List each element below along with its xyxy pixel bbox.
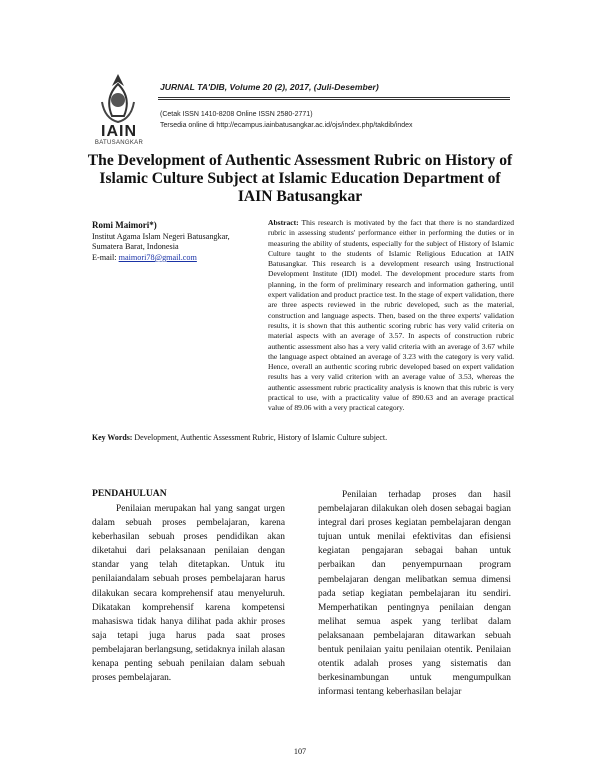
abstract-text: This research is motivated by the fact that there is no standardized rubric in assessing students' performance either in performing the duties or in measuring the ability of students, especially for the subject of History of Islamic Culture taught to the students of Islamic Religious Education at IAIN Batusangkar. This research is a development research using Instructional Development Institute (IDI) model. The development procedure starts from planning, in the form of preliminary research and information gathering, until expert validation and product practice test. In the stage of expert validation, there are three aspects reviewed in the rubric developed, such as the material, construction and language aspects. Then, based on the three experts' validation results, it is shown that this authentic scoring rubric has very valid criteria on material aspects with an average of 3.57. In aspects of construction rubric authentic assessment also has a very valid criteria with an average of 3.67 while the language aspect obtained an average of 3.23 with the category is very valid. Hence, overall an authentic scoring rubric developed based on expert validation results has a very valid criterion with an average value of 3.53, whereas the authentic assessment rubric practicality analysis is known that this rubric is very practical to use, with a practicality value of 890.63 and an average practical value of 89.06 with a very practical category. bbox=[268, 218, 514, 413]
logo-subtext: BATUSANGKAR bbox=[94, 140, 144, 146]
body-column-left bbox=[92, 502, 285, 685]
author-affiliation-1: Institut Agama Islam Negeri Batusangkar, bbox=[92, 231, 230, 241]
body-paragraph-1: Penilaian merupakan hal yang sangat urgen dalam sebuah proses pembelajaran, karena keberhasilan sebuah proses pendidikan akan diketahui dari pelaksanaan penilaian dengan standar yang telah ditetapkan. Untuk itu penilaiandalam sebuah proses pembelajaran harus dilakukan secara komprehensif atau menyeluruh. Dikatakan komprehensif karena kompetensi mahasiswa tidak hanya dilihat pada akhir proses saja tetapi juga harus pada saat proses pembelajaran berlangsung, setidaknya inilah alasan kenapa penting sebuah penilaian dalam sebuah proses pembelajaran. bbox=[92, 504, 285, 684]
header-divider bbox=[158, 97, 510, 98]
body-column-right bbox=[318, 488, 511, 699]
author-name: Romi Maimori*) bbox=[92, 220, 157, 230]
author-affiliation-2: Sumatera Barat, Indonesia bbox=[92, 242, 179, 252]
page-number: 107 bbox=[293, 747, 307, 756]
journal-online: Tersedia online di http://ecampus.iainbatusangkar.ac.id/ojs/index.php/takdib/index bbox=[160, 122, 413, 129]
title-line-2: Islamic Culture Subject at Islamic Education Department of bbox=[99, 170, 501, 188]
body-paragraph-2: Penilaian terhadap proses dan hasil pembelajaran dilakukan oleh dosen sebagai bagian integral dari proses kegiatan pembelajaran dengan tujuan untuk menilai efektivitas dan efisiensi kegiatan pengajaran sebagai bahan untuk perbaikan dan penyempurnaan program pembelajaran dengan melibatkan semua dimensi pada setiap kegiatan pembelajaran itu sendiri. Memperhatikan pentingnya penilaian dengan melihat semua aspek yang terlibat dalam pelaksanaan pembelajaran ditawarkan sebuah bentuk penilaian yaitu penilaian otentik. Penilaian otentik adalah proses yang sistematis dan berkesinambungan untuk mengumpulkan informasi tentang keberhasilan belajar bbox=[318, 490, 511, 698]
paper-title bbox=[80, 152, 520, 207]
title-line-1: The Development of Authentic Assessment Rubric on History of bbox=[87, 152, 513, 169]
title-line-3: IAIN Batusangkar bbox=[237, 188, 363, 206]
section-heading: PENDAHULUAN bbox=[92, 488, 167, 499]
author-email-link[interactable]: maimori78@gmail.com bbox=[118, 252, 197, 262]
abstract-label: Abstract: bbox=[268, 218, 299, 227]
keywords bbox=[92, 433, 522, 443]
header-divider-2 bbox=[158, 99, 510, 100]
keywords-text: Development, Authentic Assessment Rubric, History of Islamic Culture subject. bbox=[132, 433, 388, 442]
journal-title: JURNAL TA'DIB, Volume 20 (2), 2017, (Juli-Desember) bbox=[160, 82, 379, 92]
abstract bbox=[268, 218, 514, 414]
author-block bbox=[92, 220, 272, 263]
logo-text: IAIN bbox=[101, 123, 137, 140]
journal-issn: (Cetak ISSN 1410-8208 Online ISSN 2580-2771) bbox=[160, 111, 313, 118]
keywords-label: Key Words: bbox=[92, 433, 133, 442]
email-label: E-mail: bbox=[92, 252, 119, 262]
